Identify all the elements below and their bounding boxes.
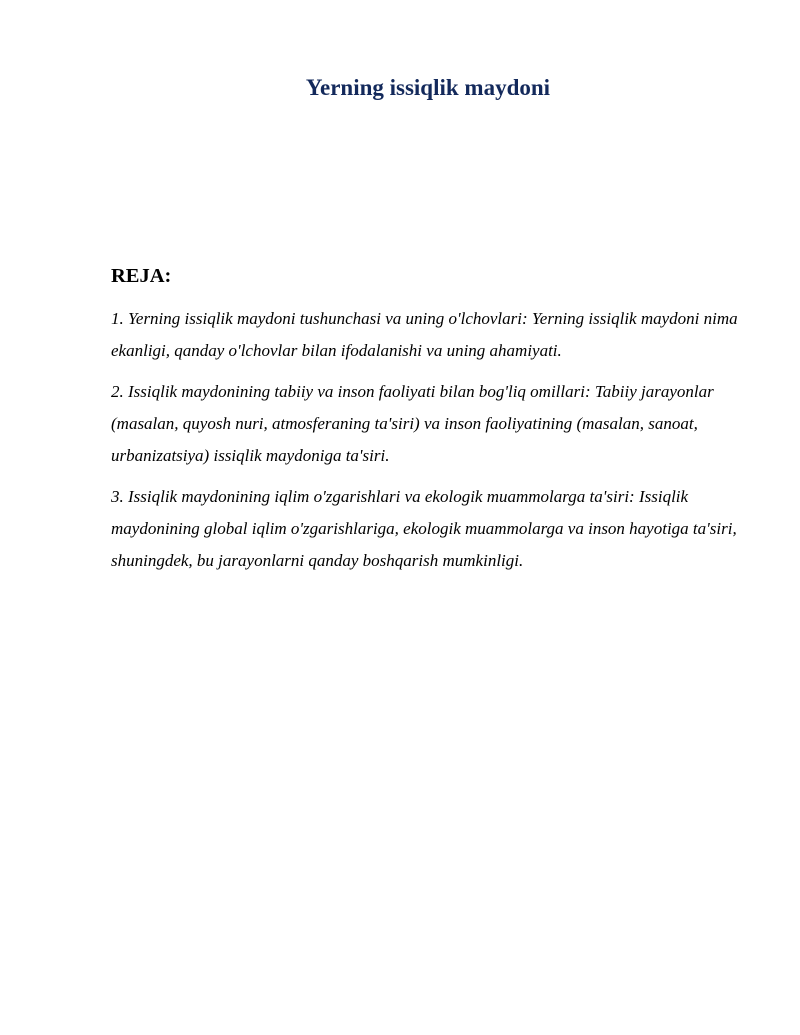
plan-item-1: 1. Yerning issiqlik maydoni tushunchasi va uning o'lchovlari: Yerning issiqlik maydoni nima ekanligi, qanday o'lchovlar bilan ifodalanishi va uning ahamiyati. [111, 309, 738, 360]
plan-item-2: 2. Issiqlik maydonining tabiiy va inson faoliyati bilan bog'liq omillari: Tabiiy jarayonlar (masalan, quyosh nuri, atmosferaning ta'siri) va inson faoliyatining (masalan, sanoat, urbanizatsiya) issiqlik maydoniga ta'siri. [111, 382, 714, 465]
plan-item-3: 3. Issiqlik maydonining iqlim o'zgarishlari va ekologik muammolarga ta'siri: Issiqlik maydonining global iqlim o'zgarishlariga, ekologik muammolarga va inson hayotiga ta'siri, shuningdek, bu jarayonlarni qanday boshqarish mumkinligi. [111, 487, 737, 570]
plan-heading: REJA: [111, 265, 172, 287]
plan-list [111, 303, 751, 586]
document-title: Yerning issiqlik maydoni [305, 75, 551, 100]
